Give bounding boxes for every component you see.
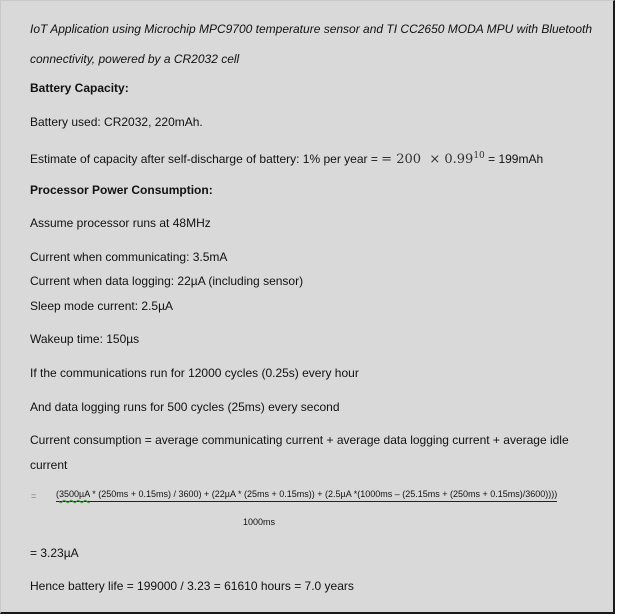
processor-power-heading: Processor Power Consumption:: [30, 183, 213, 197]
result-text: = 3.23µA: [30, 546, 79, 560]
math-base: 200: [396, 152, 422, 167]
logging-cycle-text: And data logging runs for 500 cycles (25ms) every second: [30, 400, 340, 414]
title-line-2: connectivity, powered by a CR2032 cell: [30, 52, 240, 66]
spellcheck-flagged-term: 3500µA: [59, 489, 90, 499]
title-line-1: IoT Application using Microchip MPC9700 temperature sensor and TI CC2650 MODA MPU with Bluetooth: [30, 22, 593, 36]
math-exponent: 10: [473, 151, 485, 161]
capacity-estimate-suffix: = 199mAh: [484, 152, 544, 166]
math-factor: 0.99: [444, 152, 474, 167]
current-logging-text: Current when data logging: 22µA (including sensor): [30, 274, 304, 288]
consumption-line-2: current: [30, 458, 68, 472]
formula-numerator: [56, 488, 557, 502]
battery-life-text: Hence battery life = 199000 / 3.23 = 61610 hours = 7.0 years: [30, 579, 354, 593]
capacity-estimate-prefix: Estimate of capacity after self-discharge of battery: 1% per year =: [30, 152, 382, 166]
battery-used-text: Battery used: CR2032, 220mAh.: [30, 115, 203, 129]
wakeup-time-text: Wakeup time: 150µs: [30, 332, 140, 346]
math-times: ×: [429, 152, 441, 167]
battery-capacity-heading: Battery Capacity:: [30, 81, 129, 95]
math-equals: =: [381, 152, 393, 167]
current-sleep-text: Sleep mode current: 2.5µA: [30, 299, 173, 313]
capacity-estimate-math: [381, 152, 485, 167]
comm-cycle-text: If the communications run for 12000 cycles (0.25s) every hour: [30, 366, 359, 380]
numerator-open: (: [56, 489, 59, 499]
processor-clock-text: Assume processor runs at 48MHz: [30, 216, 211, 230]
capacity-estimate-line: [30, 149, 543, 167]
current-communicating-text: Current when communicating: 3.5mA: [30, 250, 228, 264]
formula-denominator: 1000ms: [243, 517, 276, 527]
numerator-rest: * (250ms + 0.15ms) / 3600) + (22µA * (25ms + 0.15ms)) + (2.5µA *(1000ms – (25.15ms + (250ms + 0.15ms)/3600)))): [89, 489, 558, 499]
consumption-line-1: Current consumption = average communicating current + average data logging current + average idle: [30, 433, 569, 447]
formula-equals: =: [31, 491, 37, 501]
